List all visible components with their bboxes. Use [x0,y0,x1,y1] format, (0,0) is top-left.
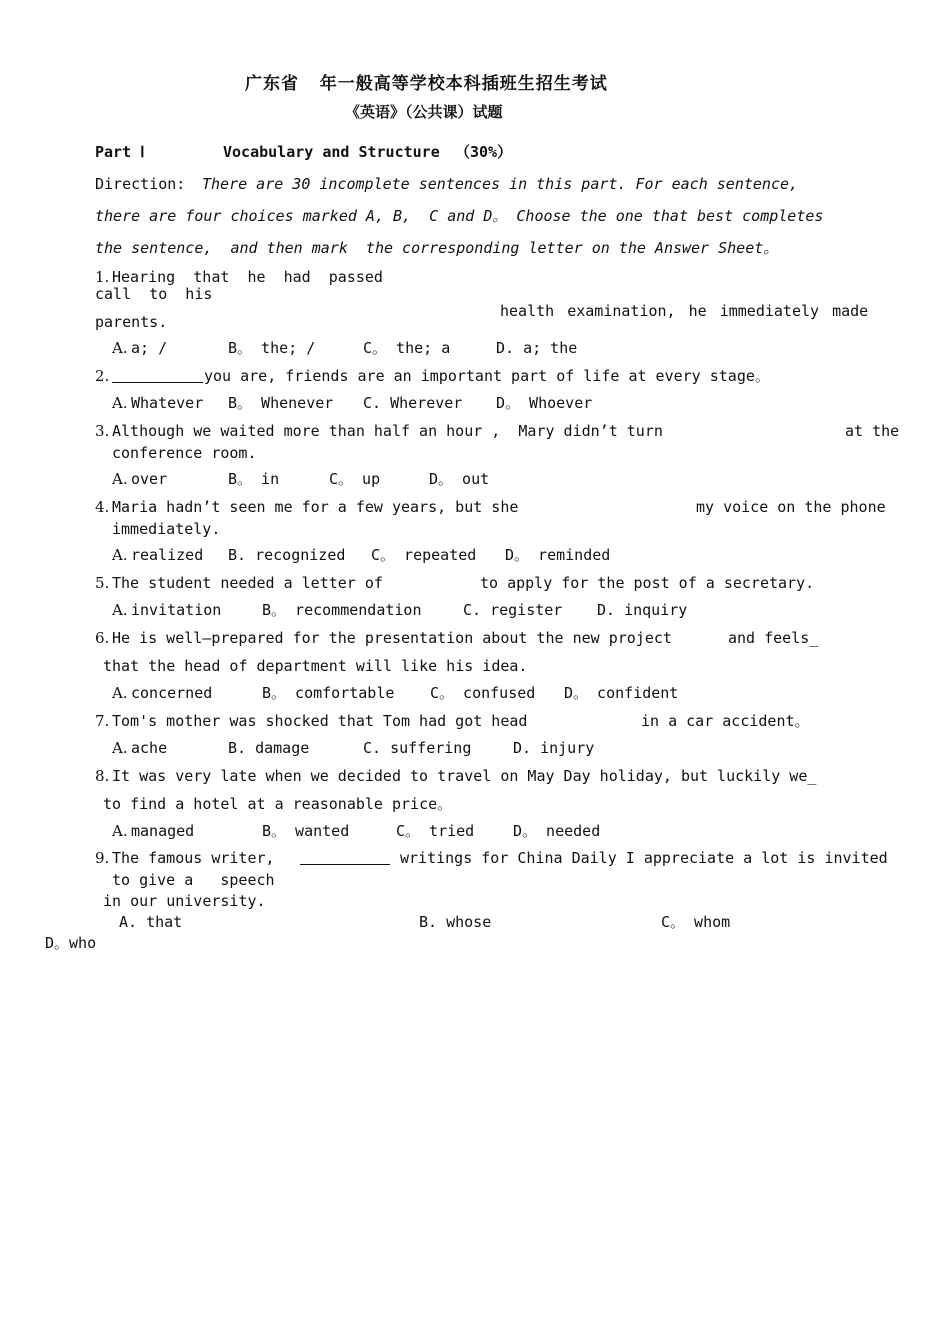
option-d: D. inquiry [597,601,688,619]
option-b: B。 comfortable [262,684,395,702]
question-text: It was very late when we decided to travel on May Day holiday, but luckily we_ [112,767,817,785]
direction-line-2: there are four choices marked A, B, C and D。 Choose the one that best completes [95,207,824,225]
question-text: parents. [95,313,168,331]
answer-blank [300,850,390,865]
question-text: The famous writer, [112,849,275,867]
option-a: concerned [131,684,213,702]
option-b: B. recognized [228,546,346,564]
option-d: D。 confident [564,684,679,702]
option-a: ache [131,739,168,757]
option-b: B. whose [419,913,492,931]
question-text: immediately. [112,520,221,538]
question-text: and feels_ [728,629,819,647]
question-text: conference room. [112,444,257,462]
option-a: over [131,470,168,488]
option-letter: A. [112,394,128,412]
question-number: 7. [95,712,110,730]
exam-subtitle: 《英语》（公共课）试题 [345,103,503,121]
question-text-justified [500,303,904,320]
question-number: 5. [95,574,110,592]
option-c: C。 up [329,470,381,488]
question-text: you are, friends are an important part of life at every stage。 [204,367,770,385]
option-c: C。 the; a [363,339,451,357]
option-c: C. Wherever [363,394,463,412]
question-number: 1. [95,268,110,286]
question-text: Although we waited more than half an hour , Mary didn’t turn [112,422,663,440]
option-letter: A. [112,339,128,357]
question-text: in a car accident。 [641,712,810,730]
question-text: call to his [95,285,213,303]
option-a: managed [131,822,195,840]
question-text: Maria hadn’t seen me for a few years, but she [112,498,519,516]
option-b: B. damage [228,739,310,757]
direction-line-1: There are 30 incomplete sentences in this part. For each sentence, [202,175,799,193]
question-text: health examination, he immediately made [500,302,869,320]
question-text: to find a hotel at a reasonable price。 [103,795,453,813]
question-text [500,269,904,337]
direction-line-3: the sentence, and then mark the corresponding letter on the Answer Sheet。 [95,239,779,257]
option-letter: A. [112,546,128,564]
question-text: in our university. [103,892,266,910]
question-text: to give a speech [112,871,275,889]
option-a: Whatever [131,394,204,412]
question-number: 6. [95,629,110,647]
part-score: （30%） [455,143,513,161]
question-text: at the [845,422,900,440]
question-number: 4. [95,498,110,516]
question-text: Hearing that he had passed [112,268,383,286]
option-c: C. register [463,601,563,619]
question-text: that the head of department will like his idea. [103,657,528,675]
part-label: Part Ⅰ [95,143,145,161]
question-number: 9. [95,849,110,867]
exam-title: 广东省 年一般高等学校本科插班生招生考试 [245,74,608,94]
option-d: D. injury [513,739,595,757]
option-letter: A. [112,470,128,488]
option-c: C。 whom [661,913,731,931]
option-a: invitation [131,601,222,619]
option-c: C。 repeated [371,546,477,564]
question-number: 3. [95,422,110,440]
option-d: D。 needed [513,822,601,840]
option-letter: A. [112,822,128,840]
option-letter: A. [112,601,128,619]
option-d: D。 Whoever [496,394,593,412]
option-a: a; / [131,339,168,357]
option-c: C。 confused [430,684,536,702]
question-text: Tom's mother was shocked that Tom had got head [112,712,528,730]
part-name: Vocabulary and Structure [223,143,440,161]
question-text: my voice on the phone [696,498,886,516]
direction-label: Direction: [95,175,186,193]
option-b: B。 recommendation [262,601,422,619]
question-text: He is well—prepared for the presentation about the new project [112,629,672,647]
question-number: 8. [95,767,110,785]
option-a: A. that [119,913,183,931]
option-b: B。 in [228,470,280,488]
option-c: C。 tried [396,822,475,840]
option-letter: A. [112,684,128,702]
option-b: B。 the; / [228,339,316,357]
option-letter: A. [112,739,128,757]
question-number: 2. [95,367,110,385]
question-text: to apply for the post of a secretary. [480,574,815,592]
option-c: C. suffering [363,739,472,757]
option-a: realized [131,546,204,564]
option-d: D. a; the [496,339,578,357]
question-text: writings for China Daily I appreciate a lot is invited [400,849,888,867]
option-d: D。 out [429,470,490,488]
option-b: B。 Whenever [228,394,334,412]
option-d: D。 reminded [505,546,611,564]
option-d: D。who [45,934,97,952]
question-text: The student needed a letter of [112,574,383,592]
option-b: B。 wanted [262,822,350,840]
answer-blank [112,368,203,383]
